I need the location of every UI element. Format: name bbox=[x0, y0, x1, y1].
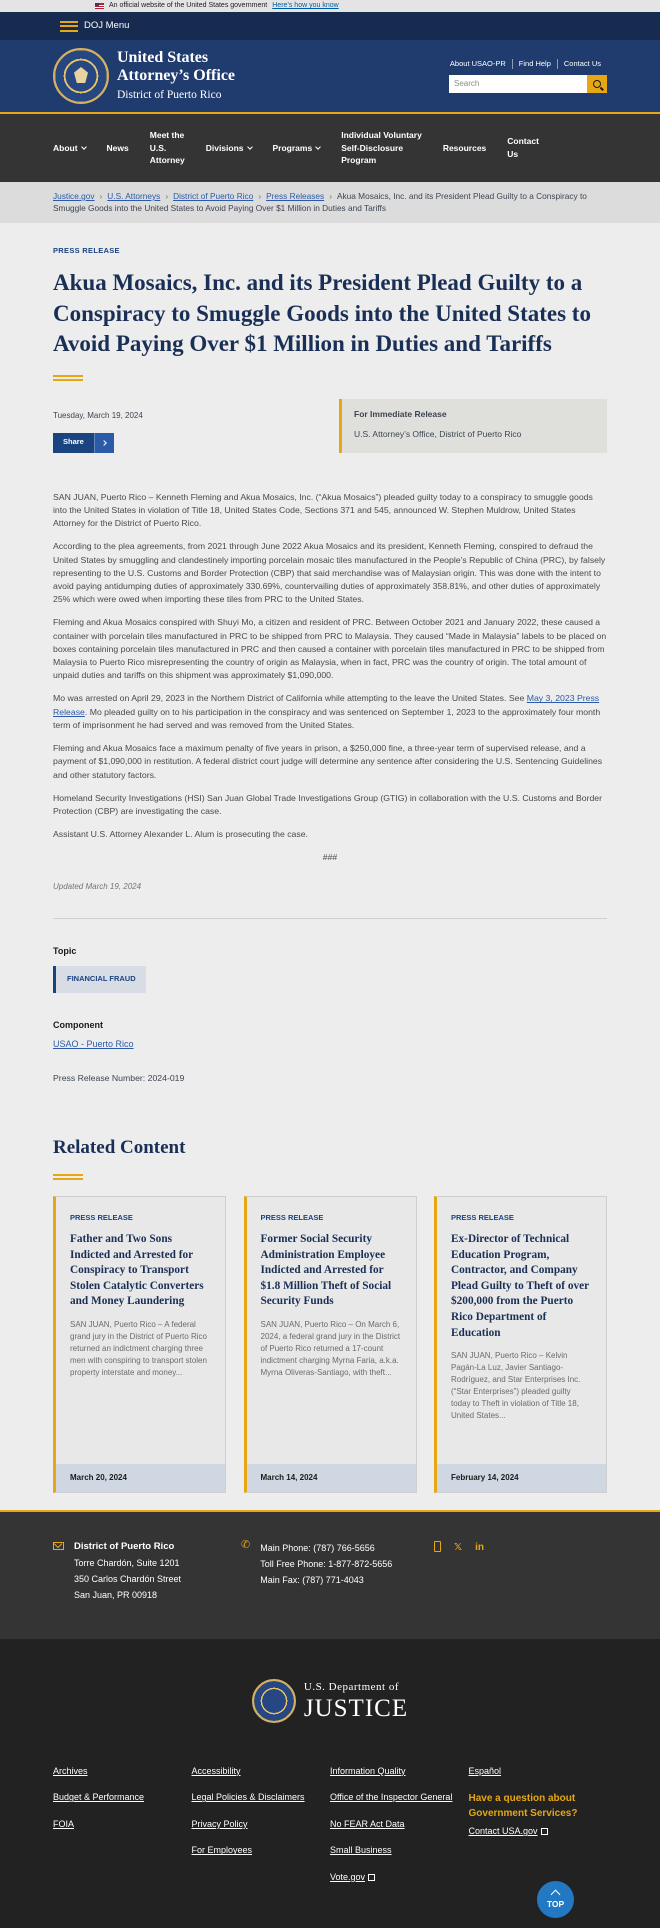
nav-item-label: U.S. bbox=[149, 142, 167, 153]
article-paragraph: Fleming and Akua Mosaics face a maximum penalty of five years in prison, a $250,000 fine, a three-year term of supervised release, and a payment of $1,090,000 in restitution. A federal district court judge will determine any sentence after considering the U.S. Sentencing Guidelines and other statutory factors. bbox=[53, 743, 603, 780]
us-flag-icon bbox=[95, 3, 104, 9]
chevron-up-icon bbox=[551, 1889, 561, 1899]
breadcrumb-current: Akua Mosaics, Inc. and its President Plead Guilty to a Conspiracy to Smuggle Goods into the United States to Avoid Paying Over $1 Million in Duties and Tariffs bbox=[53, 191, 587, 214]
footer-link-information-quality[interactable]: Information Quality bbox=[330, 1765, 406, 1776]
may-3-press-release-link[interactable]: May 3, 2023 Press Release bbox=[53, 693, 600, 717]
footer-link-archives[interactable]: Archives bbox=[53, 1765, 88, 1776]
mobile-icon[interactable] bbox=[434, 1541, 441, 1552]
footer-links bbox=[53, 1765, 607, 1898]
card-kicker: PRESS RELEASE bbox=[260, 1212, 324, 1222]
release-heading: For Immediate Release bbox=[354, 409, 447, 420]
release-office: U.S. Attorney’s Office, District of Puerto Rico bbox=[354, 429, 522, 440]
top-label: TOP bbox=[546, 1898, 565, 1909]
heres-how-you-know-link[interactable]: Here’s how you know bbox=[272, 2, 339, 10]
nav-item-resources[interactable] bbox=[443, 142, 486, 155]
related-cards bbox=[53, 1196, 607, 1493]
component-link[interactable]: USAO - Puerto Rico bbox=[53, 1038, 134, 1049]
related-card[interactable] bbox=[434, 1196, 607, 1493]
press-release-number: Press Release Number: 2024-019 bbox=[53, 1072, 185, 1083]
card-title[interactable]: Ex-Director of Technical Education Program, Contractor, and Company Plead Guilty to Theft of over $200,000 from the Puerto Rico Department of Education bbox=[451, 1233, 589, 1339]
chevron-down-icon bbox=[81, 144, 87, 150]
article-date: Tuesday, March 19, 2024 bbox=[53, 411, 143, 421]
nav-item-label: Attorney bbox=[149, 155, 185, 166]
footer-doj bbox=[0, 1639, 660, 1928]
breadcrumb-justice[interactable]: Justice.gov bbox=[53, 191, 95, 201]
x-icon[interactable]: 𝕏 bbox=[454, 1541, 463, 1553]
related-card[interactable] bbox=[53, 1196, 226, 1493]
site-title-line2: Attorney’s Office bbox=[117, 66, 236, 84]
search-input[interactable]: Search bbox=[449, 75, 587, 93]
address-line: San Juan, PR 00918 bbox=[74, 1590, 158, 1601]
card-excerpt: SAN JUAN, Puerto Rico – Kelvin Pagán-La Luz, Javier Santiago-Rodríguez, and Star Enterprises Inc. (“Star Enterprises”) pleaded guilty today to Theft in violation of Title 18, United States... bbox=[451, 1351, 581, 1421]
nav-item-news[interactable] bbox=[107, 142, 129, 155]
article-paragraph: Assistant U.S. Attorney Alexander L. Alum is prosecuting the case. bbox=[53, 829, 308, 840]
address-line: 350 Carlos Chardón Street bbox=[74, 1574, 182, 1585]
article-kicker: PRESS RELEASE bbox=[53, 245, 120, 255]
article-body bbox=[53, 491, 607, 865]
footer-link-legal-policies[interactable]: Legal Policies & Disclaimers bbox=[191, 1792, 305, 1803]
footer-link-accessibility[interactable]: Accessibility bbox=[191, 1765, 241, 1776]
nav-item-label: Self-Disclosure bbox=[341, 142, 404, 153]
main-phone[interactable]: Main Phone: (787) 766-5656 bbox=[260, 1542, 375, 1553]
updated-date: Updated March 19, 2024 bbox=[53, 881, 142, 891]
contact-usa-gov-link[interactable] bbox=[469, 1825, 608, 1838]
nav-item-label: About bbox=[53, 142, 78, 153]
nav-item-individual-voluntary-self-disclosure-program[interactable] bbox=[341, 129, 422, 167]
card-kicker: PRESS RELEASE bbox=[451, 1212, 514, 1222]
gov-banner-text: An official website of the United States government bbox=[109, 2, 268, 10]
doj-logo[interactable] bbox=[53, 1679, 607, 1723]
card-kicker: PRESS RELEASE bbox=[70, 1212, 133, 1222]
external-link-icon bbox=[368, 1874, 375, 1881]
chevron-right-icon: › bbox=[329, 191, 332, 201]
card-excerpt: SAN JUAN, Puerto Rico – On March 6, 2024, a federal grand jury in the District of Puerto Rico returned a 17-count indictment charging Myrna Faria, a.k.a. Myrna Oliveras-Santiago, with theft... bbox=[260, 1320, 401, 1377]
title-divider bbox=[53, 375, 83, 381]
card-date: March 14, 2024 bbox=[247, 1464, 416, 1492]
breadcrumb-us-attorneys[interactable]: U.S. Attorneys bbox=[107, 191, 161, 201]
header-utility-links bbox=[444, 59, 607, 70]
share-label: Share bbox=[53, 433, 94, 453]
envelope-icon bbox=[53, 1542, 64, 1550]
component-label: Component bbox=[53, 1019, 103, 1030]
nav-item-about[interactable] bbox=[53, 142, 86, 155]
breadcrumb-district[interactable]: District of Puerto Rico bbox=[173, 191, 254, 201]
nav-item-label: Resources bbox=[442, 142, 487, 153]
gov-banner bbox=[0, 0, 660, 12]
doj-logo-line1: U.S. Department of bbox=[303, 1681, 400, 1694]
share-button[interactable] bbox=[53, 433, 114, 453]
site-header bbox=[0, 40, 660, 114]
section-divider bbox=[53, 918, 607, 919]
card-title[interactable]: Father and Two Sons Indicted and Arrested for Conspiracy to Transport Stolen Catalytic Converters and Money Laundering bbox=[70, 1233, 204, 1308]
back-to-top-button[interactable] bbox=[537, 1881, 574, 1918]
chevron-down-icon bbox=[315, 144, 321, 150]
topic-tag-financial-fraud[interactable]: FINANCIAL FRAUD bbox=[53, 966, 146, 993]
breadcrumb bbox=[0, 182, 660, 223]
site-brand[interactable] bbox=[53, 48, 235, 104]
paragraph-text: Mo was arrested on April 29, 2023 in the Northern District of California while attempting to the leave the United States. See bbox=[53, 693, 527, 704]
doj-seal-logo bbox=[53, 48, 109, 104]
footer-link-employees[interactable]: For Employees bbox=[191, 1845, 253, 1856]
end-mark: ### bbox=[322, 852, 338, 863]
nav-item-programs[interactable] bbox=[273, 142, 321, 155]
chevron-right-icon bbox=[102, 440, 108, 446]
article-paragraph: SAN JUAN, Puerto Rico – Kenneth Fleming and Akua Mosaics, Inc. (“Akua Mosaics”) pleaded guilty today to a conspiracy to smuggle goods into the United States in violation of Title 18, United States Code, Sections 371 and 545, announced W. Stephen Muldrow, United States Attorney for the District of Puerto Rico. bbox=[53, 491, 593, 529]
share-chevron bbox=[94, 433, 114, 453]
footer-contact bbox=[0, 1510, 660, 1639]
card-title[interactable]: Former Social Security Administration Employee Indicted and Arrested for $1.8 Million Theft of Social Security Funds bbox=[260, 1233, 392, 1308]
related-divider bbox=[53, 1174, 83, 1180]
article-paragraph bbox=[53, 692, 607, 732]
article-paragraph: According to the plea agreements, from 2021 through June 2022 Akua Mosaics and its president, Kenneth Fleming, conspired to defraud the United States by smuggling and clandestinely importing porcelain mosaic tiles manufactured in the People’s Republic of China (PRC), by falsely representing to the U.S. Customs and Border Protection (CBP) that said merchandise was of Malaysian origin. This was done with the intent to avoid paying antidumping duties of approximately 330.69%, countervailing duties of approximately 358.81%, and other duties of approximately 25% which were owed when importing these tiles from PRC to the United States. bbox=[53, 541, 606, 605]
doj-menu-button[interactable]: DOJ Menu bbox=[84, 20, 130, 32]
article-paragraph: Fleming and Akua Mosaics conspired with Shuyi Mo, a citizen and resident of PRC. Between October 2021 and January 2022, these caused a container with porcelain tiles manufactured in PRC to be shipped from PRC to Malaysia. They caused “Made in Malaysia” labels to be placed on boxes containing porcelain tiles manufactured in PRC and then caused a container with porcelain tiles manufactured in PRC to be shipped from Malaysia to Puerto Rico misrepresenting the country of origin as Malaysia, when in fact, PRC was the country of origin. The total amount of unpaid duties and tariffs on this shipment was approximately $1,090,000. bbox=[53, 617, 607, 681]
footer-link-foia[interactable]: FOIA bbox=[53, 1818, 75, 1829]
footer-link-espanol[interactable]: Español bbox=[468, 1765, 502, 1776]
nav-item-label: Programs bbox=[272, 142, 313, 153]
main-fax: Main Fax: (787) 771-4043 bbox=[260, 1574, 364, 1585]
vote-label: Vote.gov bbox=[330, 1871, 366, 1882]
article bbox=[0, 246, 660, 1493]
nav-item-label: Individual Voluntary bbox=[341, 129, 422, 140]
footer-link-vote[interactable] bbox=[330, 1871, 469, 1884]
government-services-question: Have a question about Government Services? bbox=[468, 1793, 578, 1820]
contact-usa-gov-label: Contact USA.gov bbox=[468, 1826, 538, 1837]
address-line: Torre Chardón, Suite 1201 bbox=[74, 1557, 180, 1568]
hamburger-menu-icon[interactable] bbox=[60, 21, 78, 32]
page-title: Akua Mosaics, Inc. and its President Plead Guilty to a Conspiracy to Smuggle Goods into the United States to Avoid Paying Over $1 Million in Duties and Tariffs bbox=[53, 270, 591, 357]
footer-link-no-fear[interactable]: No FEAR Act Data bbox=[330, 1818, 405, 1829]
contact-us-link[interactable]: Contact Us bbox=[557, 59, 607, 70]
related-card[interactable] bbox=[244, 1196, 417, 1493]
doj-seal-icon bbox=[252, 1679, 296, 1723]
nav-item-label: Meet the bbox=[149, 129, 185, 140]
nav-item-label: Us bbox=[507, 149, 519, 159]
footer-link-budget[interactable]: Budget & Performance bbox=[53, 1792, 145, 1803]
nav-item-label: News bbox=[106, 142, 129, 153]
nav-item-label: Contact bbox=[507, 136, 539, 147]
chevron-right-icon: › bbox=[99, 191, 103, 201]
footer-link-small-business[interactable]: Small Business bbox=[330, 1845, 392, 1856]
footer-link-inspector-general[interactable]: Office of the Inspector General bbox=[330, 1792, 453, 1803]
nav-item-label: Program bbox=[341, 155, 377, 166]
card-excerpt: SAN JUAN, Puerto Rico – A federal grand jury in the District of Puerto Rico returned an indictment charging three men with conspiring to transport stolen property interstate and money... bbox=[70, 1320, 207, 1377]
topic-label: Topic bbox=[53, 945, 77, 956]
paragraph-text: . Mo pleaded guilty on to his participation in the conspiracy and was sentenced on September 1, 2023 to the approximately four month term of imprisonment he had served and was removed from the United States. bbox=[53, 706, 601, 730]
search-button[interactable] bbox=[587, 75, 607, 93]
search-form bbox=[449, 75, 607, 93]
site-title-line1: United States bbox=[117, 49, 209, 67]
nav-item-divisions[interactable] bbox=[206, 142, 252, 155]
about-usao-link[interactable]: About USAO-PR bbox=[449, 58, 506, 68]
doj-menu-bar bbox=[0, 12, 660, 40]
site-district: District of Puerto Rico bbox=[117, 88, 222, 101]
card-date: March 20, 2024 bbox=[56, 1464, 225, 1492]
chevron-down-icon bbox=[247, 144, 253, 150]
nav-item-label: Divisions bbox=[205, 142, 244, 153]
footer-office-name: District of Puerto Rico bbox=[74, 1540, 175, 1552]
phone-icon: ✆ bbox=[241, 1538, 251, 1551]
breadcrumb-press-releases[interactable]: Press Releases bbox=[266, 191, 325, 201]
related-content-heading: Related Content bbox=[53, 1137, 186, 1159]
linkedin-icon[interactable]: in bbox=[475, 1541, 484, 1553]
footer-link-privacy[interactable]: Privacy Policy bbox=[191, 1818, 248, 1829]
search-icon bbox=[593, 80, 601, 88]
nav-item-meet-the-u-s-attorney[interactable] bbox=[150, 129, 185, 167]
toll-free-phone[interactable]: Toll Free Phone: 1-877-872-5656 bbox=[260, 1558, 393, 1569]
release-box bbox=[339, 399, 607, 452]
chevron-right-icon: › bbox=[258, 191, 262, 201]
doj-logo-line2: JUSTICE bbox=[303, 1694, 409, 1722]
main-navigation bbox=[0, 114, 660, 182]
card-date: February 14, 2024 bbox=[437, 1464, 606, 1492]
social-links bbox=[434, 1540, 484, 1639]
nav-item-contact-us[interactable] bbox=[507, 135, 539, 161]
article-paragraph: Homeland Security Investigations (HSI) San Juan Global Trade Investigations Group (GTIG) in collaboration with the U.S. Customs and Border Protection (CBP) are investigating the case. bbox=[53, 792, 603, 817]
find-help-link[interactable]: Find Help bbox=[512, 59, 557, 70]
chevron-right-icon: › bbox=[165, 191, 169, 201]
external-link-icon bbox=[541, 1828, 548, 1835]
